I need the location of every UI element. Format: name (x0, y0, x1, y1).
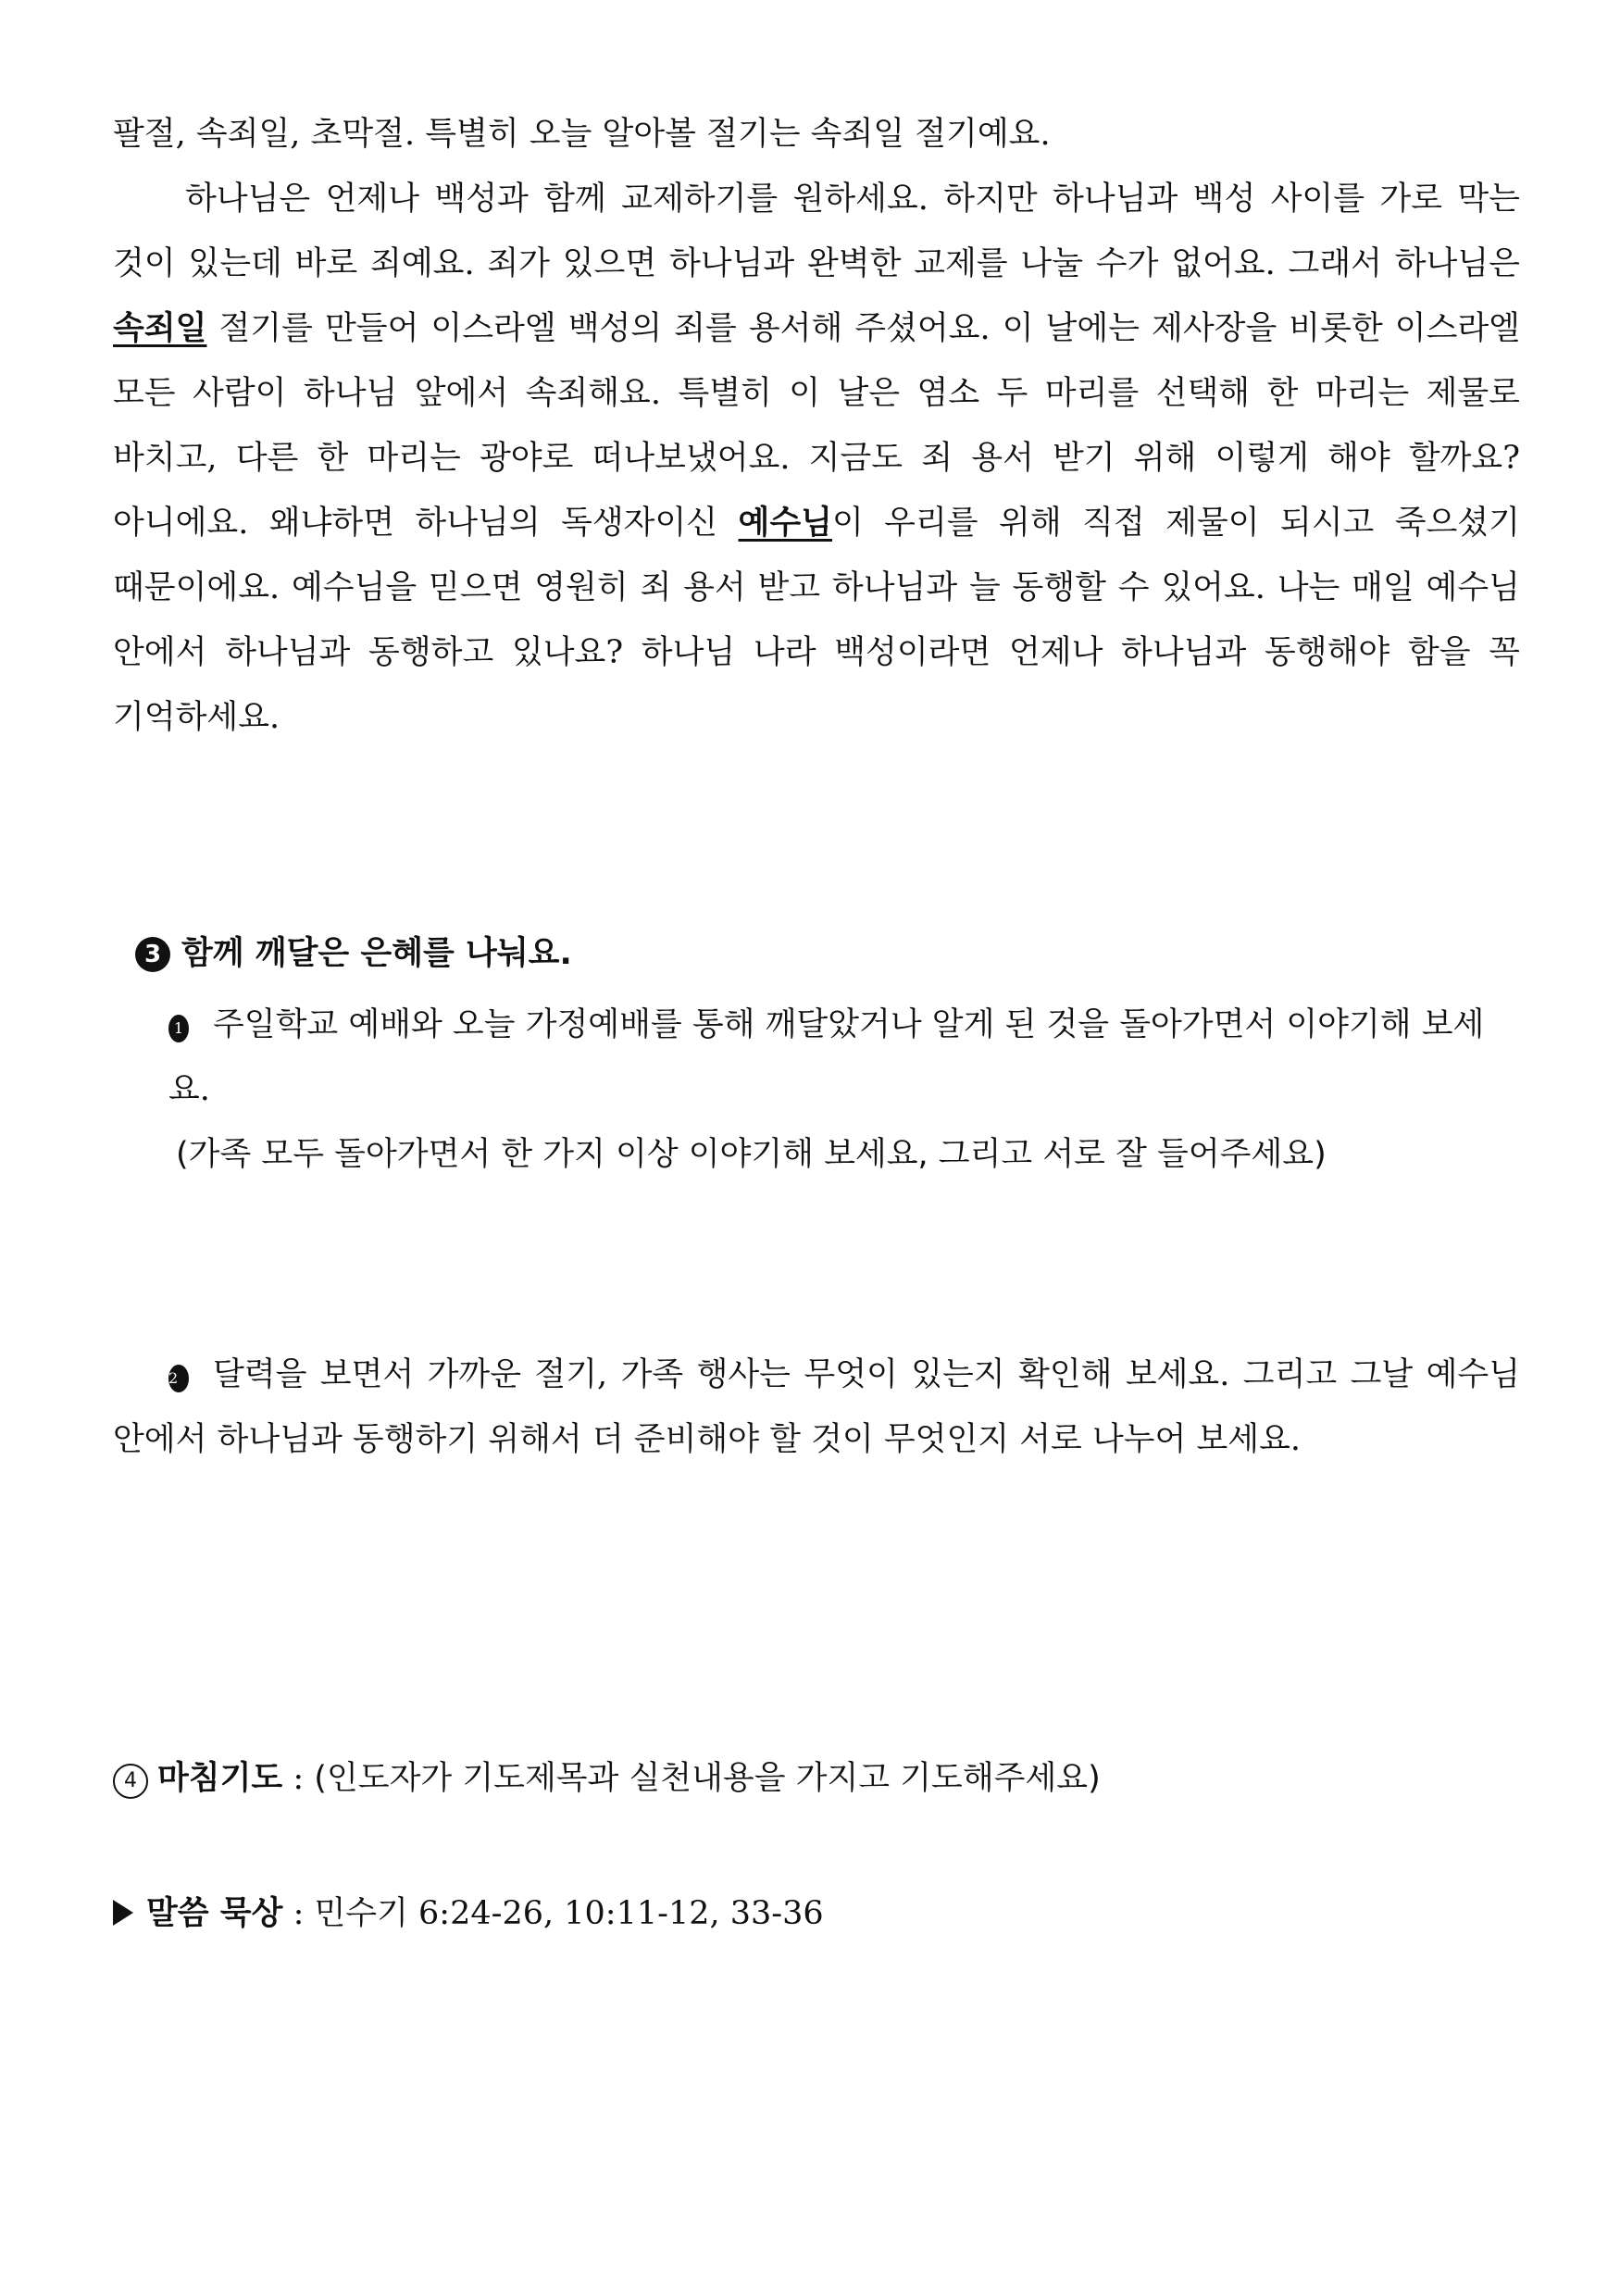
section-3-title: 함께 깨달은 은혜를 나눠요. (181, 935, 572, 972)
meditation-separator: : (282, 1895, 315, 1932)
section-3-marker: 3 (135, 937, 170, 972)
section-4 (113, 1746, 1520, 1811)
body-text-part-1: 하나님은 언제나 백성과 함께 교제하기를 원하세요. 하지만 하나님과 백성 사이를 가로 막는 것이 있는데 바로 죄예요. 죄가 있으면 하나님과 완벽한 교제를 나눌 수가 없어요. 그래서 하나님은 (113, 181, 1520, 282)
spacer (113, 750, 1520, 926)
item-1-marker: 1 (168, 1015, 189, 1042)
body-text-part-3: 이 우리를 위해 직접 제물이 되시고 죽으셨기 때문이에요. 예수님을 믿으면 영원히 죄 용서 받고 하나님과 늘 동행할 수 있어요. 나는 매일 예수님 안에서 하나님과 동행하고 있나요? 하나님 나라 백성이라면 언제나 하나님과 동행해야 함을 꼭 기억하세요. (113, 505, 1520, 736)
section-3-heading (135, 926, 1520, 981)
document-page (113, 102, 1520, 1946)
meditation (113, 1881, 1520, 1946)
item-2-marker: 2 (168, 1365, 189, 1392)
item-2-text: 달력을 보면서 가까운 절기, 가족 행사는 무엇이 있는지 확인해 보세요. 그리고 그날 예수님 안에서 하나님과 동행하기 위해서 더 준비해야 할 것이 무엇인지 서로 나누어 보세요. (113, 1356, 1520, 1458)
meditation-title: 말씀 묵상 (146, 1895, 283, 1932)
term-jesus: 예수님 (738, 504, 832, 542)
section-3-item-1-note: (가족 모두 돌아가면서 한 가지 이상 이야기해 보세요, 그리고 서로 잘 들어주세요) (176, 1136, 1327, 1173)
section-3-item-1 (113, 992, 1520, 1122)
meditation-text: 민수기 6:24-26, 10:11-12, 33-36 (314, 1895, 824, 1932)
section-3-item-2 (113, 1342, 1520, 1472)
spacer (113, 1187, 1520, 1342)
section-4-title: 마침기도 (157, 1760, 283, 1797)
spacer (113, 1811, 1520, 1881)
section-4-text: (인도자가 기도제목과 실천내용을 가지고 기도해주세요) (314, 1760, 1101, 1797)
section-4-separator: : (282, 1760, 315, 1797)
intro-line: 팔절, 속죄일, 초막절. 특별히 오늘 알아볼 절기는 속죄일 절기예요. (113, 116, 1051, 153)
triangle-bullet-icon (113, 1900, 133, 1926)
section-4-marker: 4 (113, 1764, 148, 1799)
item-1-text: 주일학교 예배와 오늘 가정예배를 통해 깨달았거나 알게 된 것을 돌아가면서 이야기해 보세요. (168, 1006, 1485, 1108)
body-text-part-2: 절기를 만들어 이스라엘 백성의 죄를 용서해 주셨어요. 이 날에는 제사장을 비롯한 이스라엘 모든 사람이 하나님 앞에서 속죄해요. 특별히 이 날은 염소 두 마리를 선택해 한 마리는 제물로 바치고, 다른 한 마리는 광야로 떠나보냈어요. 지금도 죄 용서 받기 위해 이렇게 해야 할까요? 아니에요. 왜냐하면 하나님의 독생자이신 (113, 310, 1520, 542)
term-atonement-day: 속죄일 (113, 309, 207, 347)
body-paragraph (113, 167, 1520, 750)
spacer (113, 1472, 1520, 1746)
